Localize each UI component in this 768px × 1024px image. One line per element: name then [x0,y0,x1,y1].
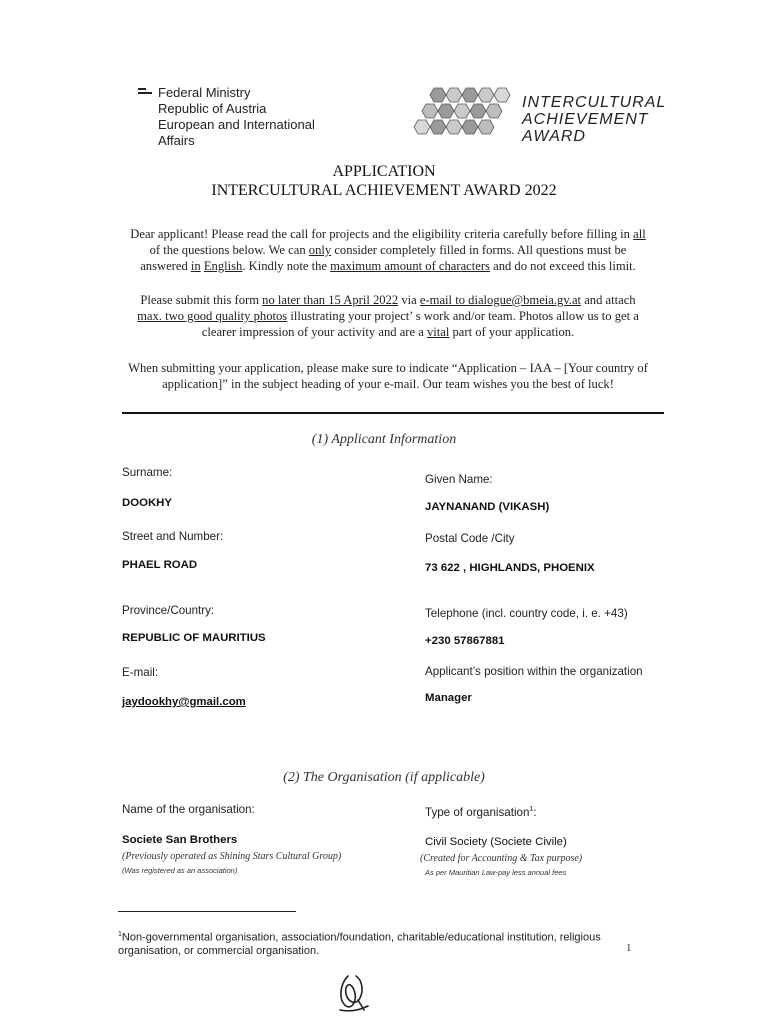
submission-email-link[interactable]: e-mail to dialogue@bmeia.gv.at [419,293,582,307]
colon: : [533,806,537,819]
ministry-line: Republic of Austria [158,101,267,116]
org-name-note: (Previously operated as Shining Stars Cultural Group) [122,851,342,862]
page-number: 1 [626,942,632,954]
org-name-label: Name of the organisation: [122,803,255,816]
surname-value[interactable]: DOOKHY [122,497,172,509]
telephone-label: Telephone (incl. country code, i. e. +43) [425,607,628,620]
postal-code-value[interactable]: 73 622 , HIGHLANDS, PHOENIX [425,562,595,574]
footnote-divider [118,911,296,912]
text: and do not exceed this limit. [489,259,636,273]
text: English [203,259,243,273]
position-label: Applicant’s position within the organization [425,665,643,678]
award-name [522,94,666,145]
org-type-label-text: Type of organisation [425,806,530,819]
text: and attach [581,293,636,307]
text: part of your application. [449,325,575,339]
footnote [118,928,618,958]
org-name-small-note: (Was registered as an association) [122,866,238,875]
surname-label: Surname: [122,466,173,479]
text: Please submit this form [140,293,263,307]
telephone-value[interactable]: +230 57867881 [425,635,505,647]
text: vital [426,325,450,339]
text: in [190,259,201,273]
province-label: Province/Country: [122,604,215,617]
section-heading-applicant: (1) Applicant Information [311,432,457,447]
footnote-number: 1 [118,931,122,938]
text: maximum amount of characters [330,259,490,273]
award-line: AWARD [522,128,586,145]
award-hexagon-logo [412,86,520,138]
text: max. two good quality photos [137,309,288,323]
divider [122,412,664,414]
ministry-line: Federal Ministry [158,85,251,100]
text: of the questions below. We can [149,243,309,257]
signature-icon [334,970,374,1014]
section-heading-organisation: (2) The Organisation (if applicable) [283,770,485,785]
award-line: INTERCULTURAL [522,94,667,111]
text: Dear applicant! Please read the call for projects and the eligibility criteria carefully before filling in [130,227,634,241]
text: via [398,293,420,307]
ministry-name [140,85,315,149]
position-value[interactable]: Manager [425,692,472,704]
intro-paragraph-subject: When submitting your application, please make sure to indicate “Application – IAA – [Your country of application]” in the subject heading of your e-mail. Our team wishes you the best of luck! [128,361,648,391]
award-line: ACHIEVEMENT [522,111,649,128]
email-value[interactable]: jaydookhy@gmail.com [122,696,246,708]
text: . Kindly note the [242,259,331,273]
footnote-marker: 1 [529,806,534,814]
given-name-label: Given Name: [425,473,493,486]
intro-paragraph-instructions [128,226,648,274]
org-name-value[interactable]: Societe San Brothers [122,834,238,846]
ministry-line: European and International [158,117,315,132]
given-name-value[interactable]: JAYNANAND (VIKASH) [425,501,550,513]
postal-code-label: Postal Code /City [425,532,515,545]
street-label: Street and Number: [122,530,224,543]
footnote-text: Non-governmental organisation, association/foundation, charitable/educational institution, religious organisation, or commercial organisation. [118,931,601,957]
text: consider completely filled in forms. All questions must be answered [140,243,627,273]
document-title: APPLICATION [332,163,436,180]
province-value[interactable]: REPUBLIC OF MAURITIUS [122,632,266,644]
email-label: E-mail: [122,666,159,679]
ministry-line: Affairs [158,133,195,148]
org-type-note: (Created for Accounting & Tax purpose) [420,853,583,864]
street-value[interactable]: PHAEL ROAD [122,559,198,571]
org-type-label [425,806,537,819]
text: only [308,243,332,257]
document-subtitle: INTERCULTURAL ACHIEVEMENT AWARD 2022 [211,182,557,199]
text: all [633,227,646,241]
text: illustrating your project’ s work and/or team. Photos allow us to get a clearer impression of your activity and are a [201,309,639,339]
org-type-small-note: As per Mauritian Law-pay less annual fees [425,868,567,877]
deadline: no later than 15 April 2022 [262,293,399,307]
intro-paragraph-submission [128,292,648,340]
org-type-value[interactable]: Civil Society (Societe Civile) [425,836,567,848]
